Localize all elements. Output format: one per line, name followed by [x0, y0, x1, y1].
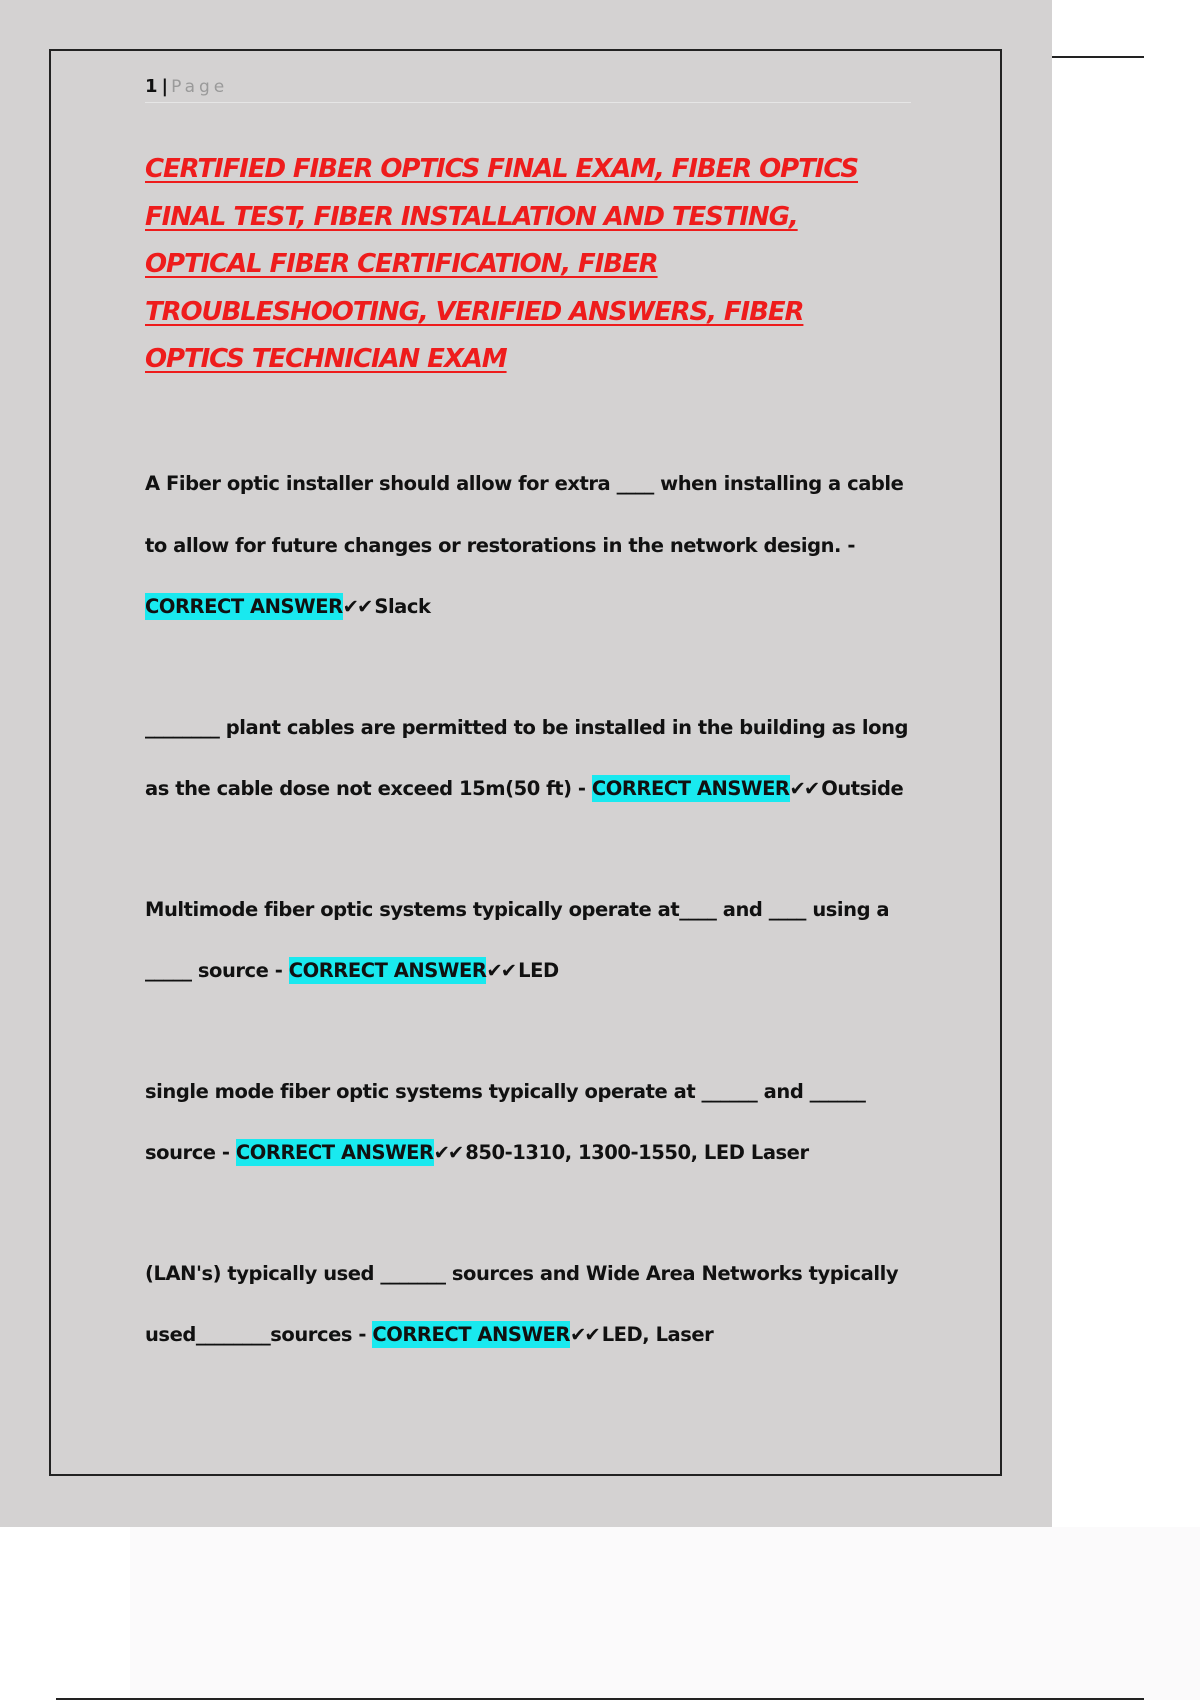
double-check-icon: ✔✔: [789, 777, 819, 800]
page-lower-area: [130, 1527, 1200, 1700]
top-right-rule: [1052, 56, 1144, 58]
question-text: A Fiber optic installer should allow for extra ____ when installing a cable to allow for future changes or restorations in the network design. -: [145, 472, 904, 557]
question-item: [145, 697, 915, 820]
double-check-icon: ✔✔: [342, 595, 372, 618]
answer-text: Outside: [821, 777, 904, 800]
page-label: Page: [171, 77, 229, 97]
correct-answer-label: CORRECT ANSWER: [372, 1323, 570, 1346]
question-text: (LAN's) typically used _______ sources and Wide Area Networks typically used________sources -: [145, 1261, 899, 1346]
correct-answer-label: CORRECT ANSWER: [591, 777, 790, 800]
page-header: [145, 74, 911, 103]
answer-text: Slack: [374, 595, 431, 618]
question-item: [145, 879, 915, 1002]
answer-text: LED, Laser: [601, 1323, 714, 1346]
question-text: single mode fiber optic systems typically operate at ______ and ______ source -: [145, 1079, 866, 1164]
page-number: 1: [145, 76, 158, 97]
question-item: [145, 1061, 915, 1184]
question-text: ________ plant cables are permitted to be installed in the building as long as the cable dose not exceed 15m(50 ft) -: [145, 715, 909, 800]
question-item: [145, 1243, 915, 1366]
double-check-icon: ✔✔: [486, 959, 516, 982]
double-check-icon: ✔✔: [433, 1141, 463, 1164]
answer-text: 850-1310, 1300-1550, LED Laser: [465, 1141, 809, 1164]
question-text: Multimode fiber optic systems typically operate at____ and ____ using a _____ source -: [145, 897, 890, 982]
question-list: [145, 453, 915, 1366]
page-separator: |: [161, 76, 169, 97]
double-check-icon: ✔✔: [570, 1323, 599, 1346]
document-title: CERTIFIED FIBER OPTICS FINAL EXAM, FIBER OPTICS FINAL TEST, FIBER INSTALLATION AND TESTING, OPTICAL FIBER CERTIFICATION, FIBER TROUBLESHOOTING, VERIFIED ANSWERS, FIBER OPTICS TECHNICIAN EXAM: [145, 154, 859, 374]
question-item: [145, 453, 915, 638]
correct-answer-label: CORRECT ANSWER: [235, 1141, 434, 1164]
correct-answer-label: CORRECT ANSWER: [288, 959, 487, 982]
correct-answer-label: CORRECT ANSWER: [145, 595, 343, 618]
answer-text: LED: [518, 959, 559, 982]
